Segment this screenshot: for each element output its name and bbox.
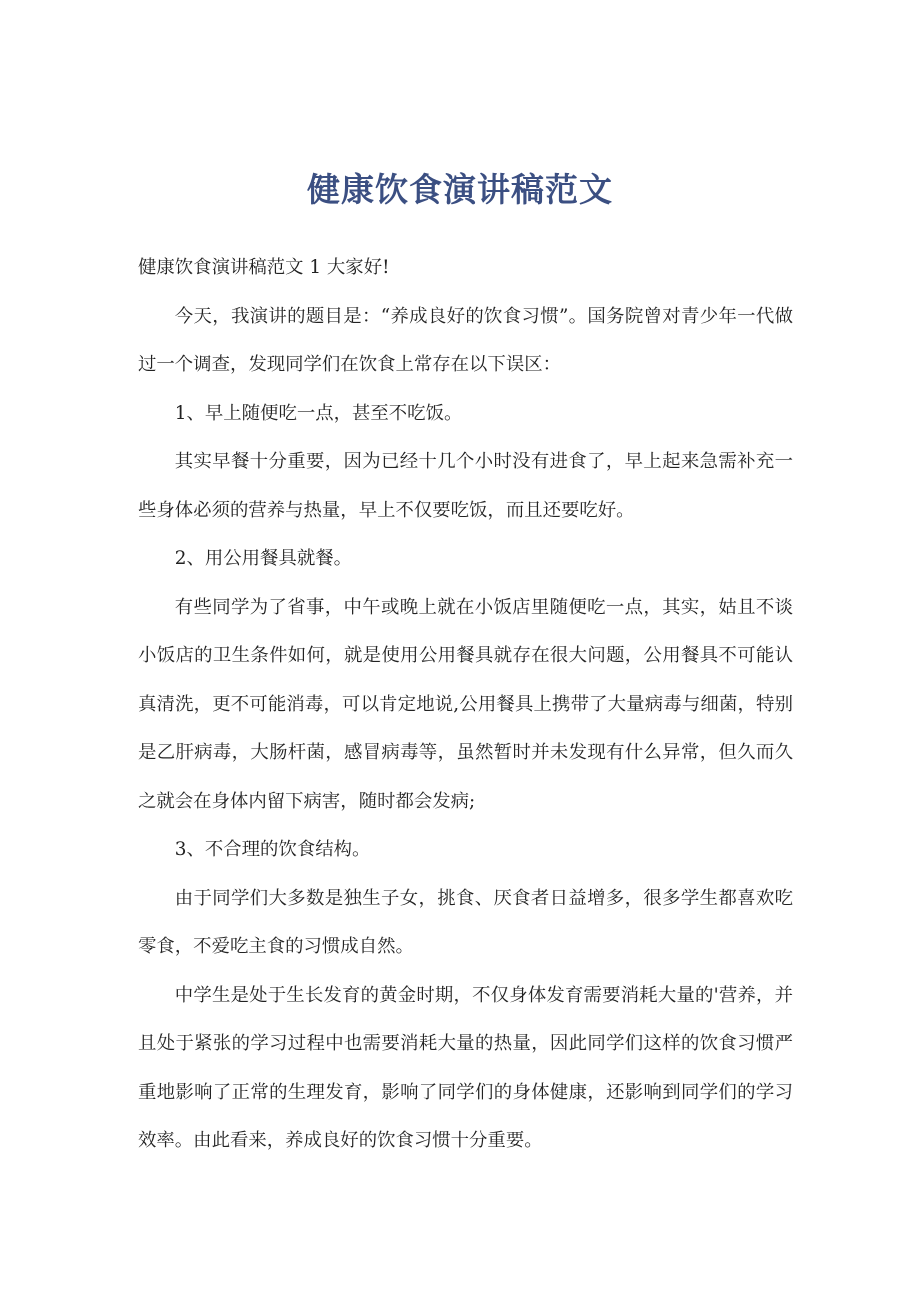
paragraph-greeting: 健康饮食演讲稿范文 1 大家好! bbox=[138, 257, 390, 278]
paragraph-intro: 今天，我演讲的题目是：“养成良好的饮食习惯”。国务院曾对青少年一代做过一个调查，发现同学们在饮食上常存在以下误区： bbox=[138, 305, 793, 375]
paragraph-picky-eating: 由于同学们大多数是独生子女，挑食、厌食者日益增多，很多学生都喜欢吃零食，不爱吃主食的习惯成自然。 bbox=[138, 887, 793, 957]
paragraph-breakfast: 其实早餐十分重要，因为已经十几个小时没有进食了，早上起来急需补充一些身体必须的营养与热量，早上不仅要吃饭，而且还要吃好。 bbox=[138, 451, 793, 521]
paragraph-point-1: 1、早上随便吃一点，甚至不吃饭。 bbox=[174, 402, 463, 424]
paragraph-point-3: 3、不合理的饮食结构。 bbox=[174, 839, 371, 860]
document-body bbox=[138, 244, 793, 1166]
paragraph-conclusion: 中学生是处于生长发育的黄金时期，不仅身体发育需要消耗大量的'营养，并且处于紧张的学习过程中也需要消耗大量的热量，因此同学们这样的饮食习惯严重地影响了正常的生理发育，影响了同学们的身体健康，还影响到同学们的学习效率。由此看来，养成良好的饮食习惯十分重要。 bbox=[138, 984, 793, 1151]
paragraph-utensils: 有些同学为了省事，中午或晚上就在小饭店里随便吃一点，其实，姑且不谈小饭店的卫生条件如何，就是使用公用餐具就存在很大问题，公用餐具不可能认真清洗，更不可能消毒，可以肯定地说,公用餐具上携带了大量病毒与细菌，特别是乙肝病毒，大肠杆菌，感冒病毒等，虽然暂时并未发现有什么异常，但久而久之就会在身体内留下病害，随时都会发病; bbox=[138, 596, 793, 812]
document-title: 健康饮食演讲稿范文 bbox=[307, 170, 613, 210]
paragraph-point-2: 2、用公用餐具就餐。 bbox=[174, 548, 353, 569]
